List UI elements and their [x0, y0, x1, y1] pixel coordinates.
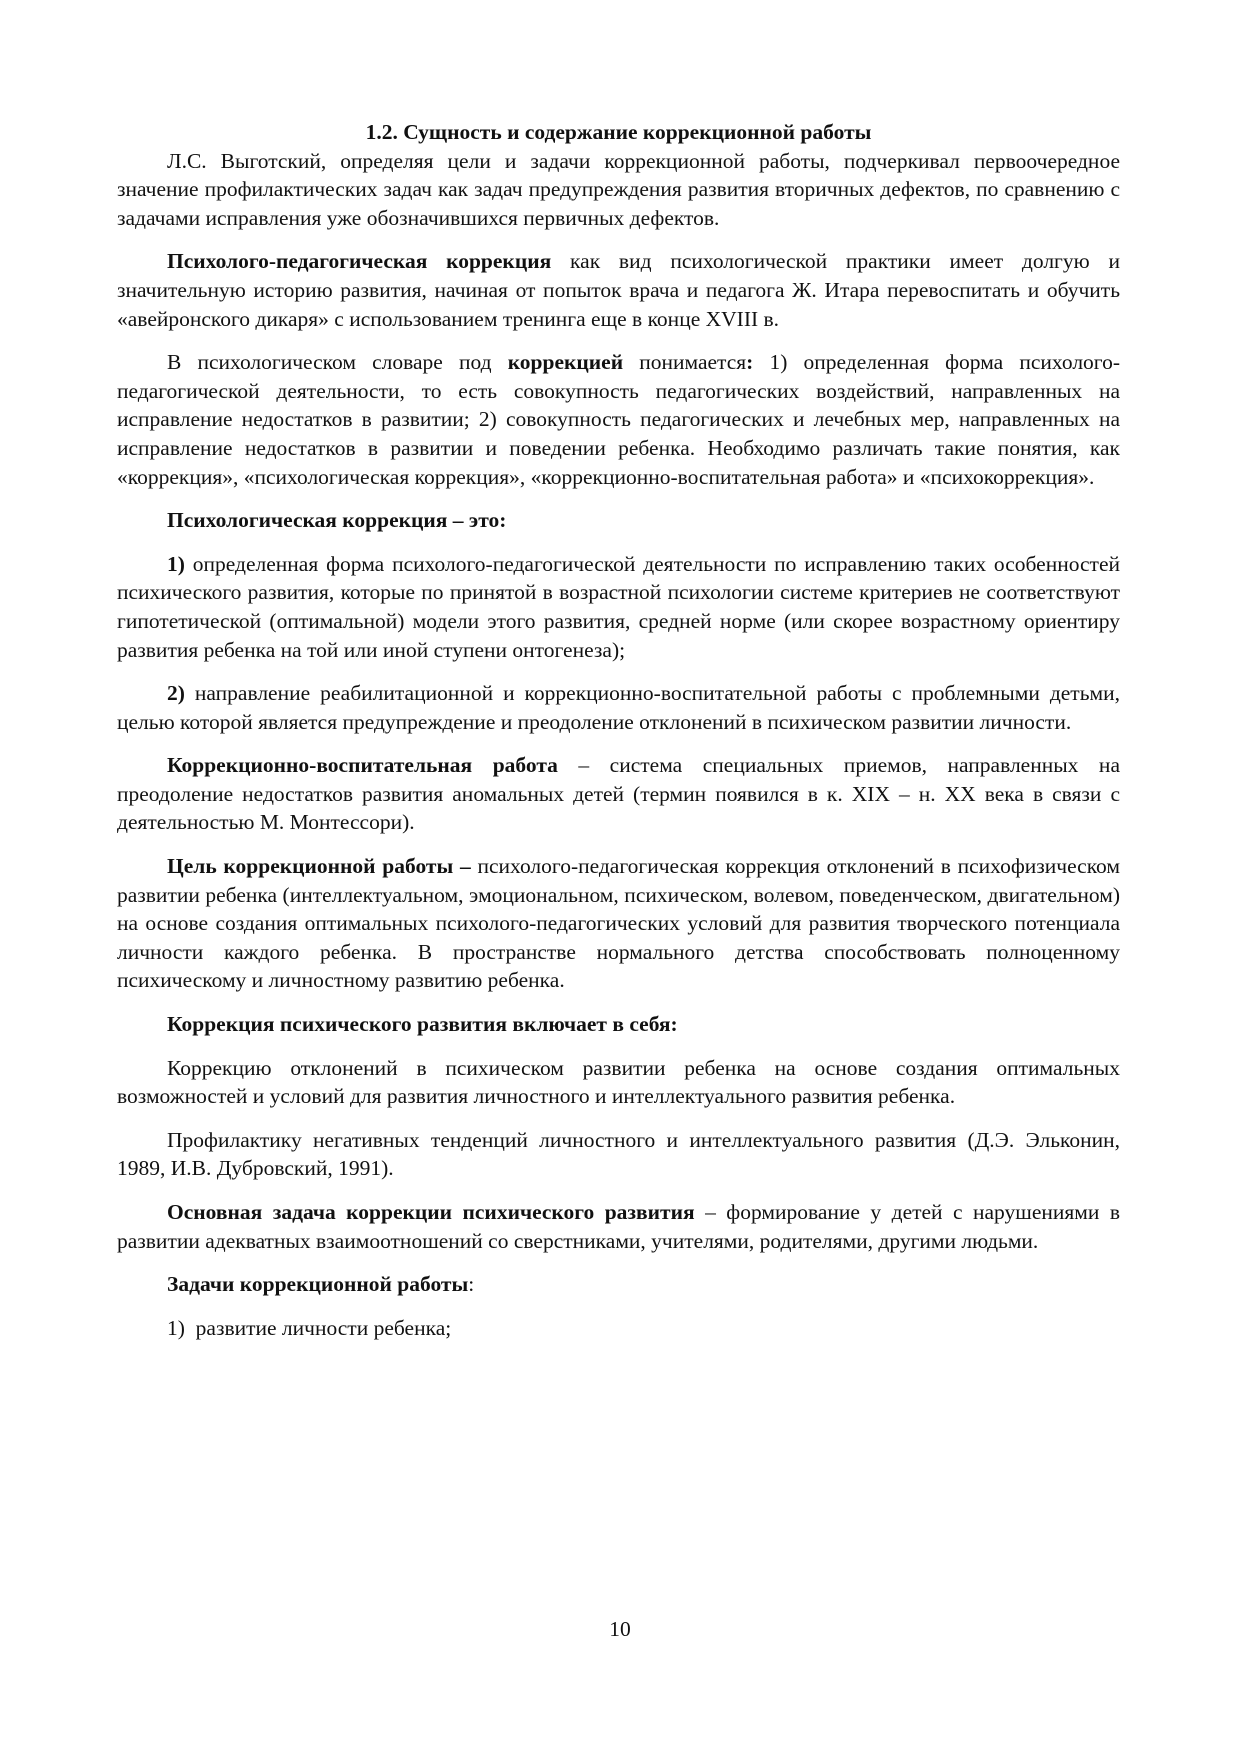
page-number: 10 — [609, 1617, 631, 1641]
text: : — [746, 350, 754, 375]
text: : — [468, 1272, 475, 1297]
list-item: 1) развитие личности ребенка; — [167, 1315, 452, 1340]
paragraph: Л.С. Выготский, определяя цели и задачи коррекционной работы, подчеркивал первоочередное значение профилактических задач как задач предупреждения развития вторичных дефектов, по сравнению с задачами исправления уже обозначившихся первичных дефектов. — [117, 148, 1120, 230]
paragraph — [117, 247, 1120, 333]
paragraph — [117, 1198, 1120, 1255]
text: – формирование у детей с нарушениями в развитии адекватных взаимоотношений со сверстниками, учителями, родителями, другими людьми. — [117, 1200, 1120, 1253]
text: В психологическом словаре под — [167, 350, 508, 375]
text: – система специальных приемов, направленных на преодоление недостатков развития аномальных детей (термин появился в к. XIX – н. XX века в связи с деятельностью М. Монтессори). — [117, 753, 1120, 835]
paragraph — [117, 348, 1120, 491]
text: Задачи коррекционной работы — [167, 1272, 469, 1297]
list-item — [117, 679, 1120, 736]
paragraph — [117, 852, 1120, 995]
text: направление реабилитационной и коррекционно-воспитательной работы с проблемными детьми, целью которой является предупреждение и преодоление отклонений в психическом развитии личности. — [117, 681, 1120, 734]
paragraph: Профилактику негативных тенденций личностного и интеллектуального развития (Д.Э. Эльконин, 1989, И.В. Дубровский, 1991). — [117, 1127, 1120, 1181]
subheading — [117, 1270, 1120, 1299]
term: Цель коррекционной работы – — [167, 854, 471, 879]
section-title: 1.2. Сущность и содержание коррекционной работы — [365, 120, 872, 144]
subheading — [117, 1010, 1120, 1039]
term: коррекцией — [507, 350, 624, 375]
document-page — [117, 118, 1120, 1357]
term: Коррекционно-воспитательная работа — [167, 753, 558, 778]
text: 1) определенная форма психолого-педагогической деятельности, то есть совокупность педагогических воздействий, направленных на исправление недостатков в развитии; 2) совокупность педагогических и лечебных мер, направленных на исправление недостатков в развитии и поведении ребенка. Необходимо различать такие понятия, как «коррекция», «психологическая коррекция», «коррекционно-воспитательная работа» и «психокоррекция». — [117, 350, 1120, 489]
term: Психолого-педагогическая коррекция — [167, 249, 552, 274]
text: понимается — [623, 350, 747, 375]
paragraph — [117, 751, 1120, 837]
text: как вид психологической практики имеет долгую и значительную историю развития, начиная от попыток врача и педагога Ж. Итара перевоспитать и обучить «авейронского дикаря» с использованием тренинга еще в конце XVIII в. — [117, 249, 1120, 331]
paragraph: Коррекцию отклонений в психическом развитии ребенка на основе создания оптимальных возможностей и условий для развития личностного и интеллектуального развития ребенка. — [117, 1055, 1120, 1109]
subheading — [117, 506, 1120, 535]
term: Основная задача коррекции психического развития — [167, 1200, 695, 1224]
list-item — [117, 550, 1120, 664]
text: Коррекция психического развития включает в себя: — [167, 1012, 678, 1037]
text: психолого-педагогическая коррекция отклонений в психофизическом развитии ребенка (интеллектуальном, эмоциональном, психическом, волевом, поведенческом, двигательном) на основе создания оптимальных психолого-педагогических условий для развития творческого потенциала личности каждого ребенка. В пространстве нормального детства способствовать полноценному психическому и личностному развитию ребенка. — [117, 854, 1120, 993]
text: Психологическая коррекция – это: — [167, 508, 507, 533]
list-number: 2) — [167, 681, 185, 706]
list-number: 1) — [167, 551, 185, 576]
text: определенная форма психолого-педагогической деятельности по исправлению таких особенностей психического развития, которые по принятой в возрастной психологии системе критериев не соответствуют гипотетической (оптимальной) модели этого развития, средней норме (или скорее возрастному ориентиру развития ребенка на той или иной ступени онтогенеза); — [117, 551, 1120, 662]
